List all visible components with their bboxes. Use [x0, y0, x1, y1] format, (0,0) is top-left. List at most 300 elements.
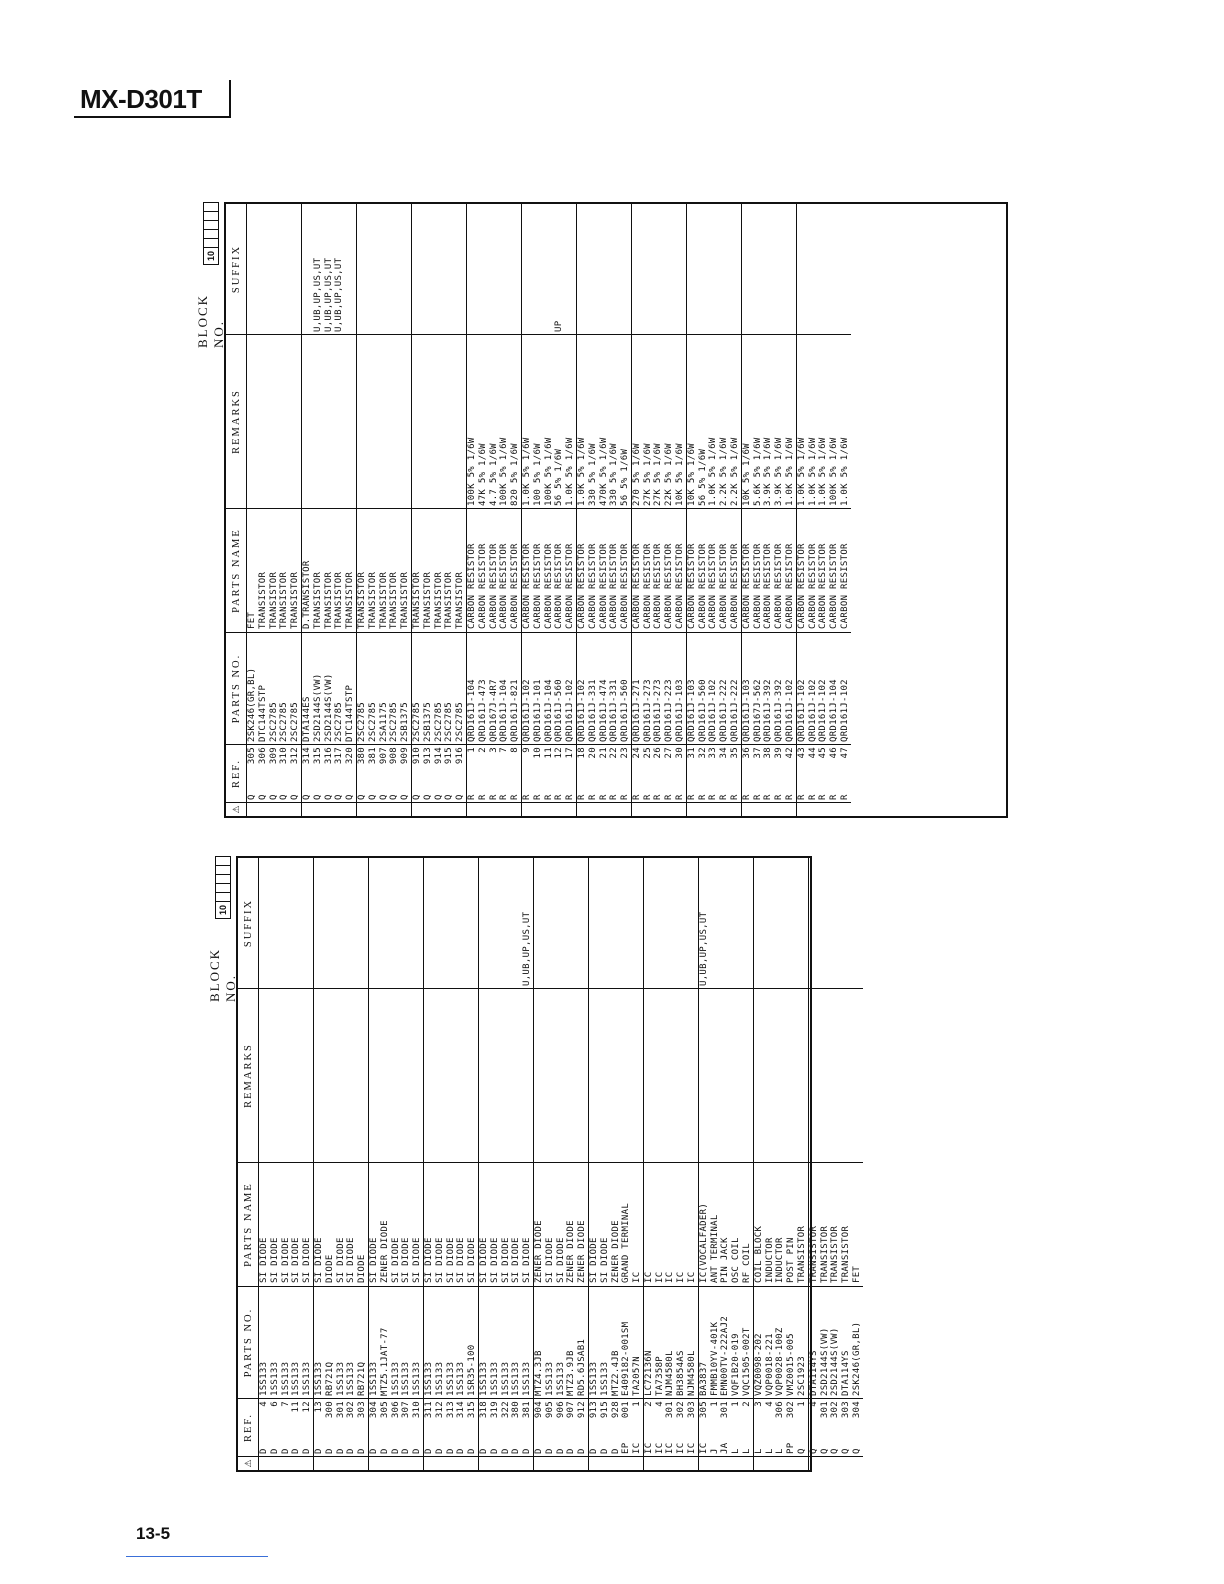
table-row [412, 204, 423, 816]
parts-name-cell: SI DIODE [346, 1162, 357, 1286]
ref-number: 47 [840, 747, 851, 759]
remarks-cell [313, 334, 324, 508]
mark-cell [357, 802, 368, 816]
mark-cell [577, 802, 588, 816]
parts-name-cell: DIODE [325, 1162, 336, 1286]
table-row [423, 204, 434, 816]
table-row [710, 858, 721, 1470]
table-row [609, 204, 620, 816]
mark-cell [589, 1456, 600, 1470]
parts-no-cell: 2SD2144S(VW) [820, 1286, 831, 1398]
suffix-cell [522, 204, 533, 334]
ref-letter: Q [400, 794, 411, 800]
suffix-cell [556, 858, 567, 988]
parts-no-cell: 2SC2785 [434, 632, 445, 744]
mark-cell [675, 802, 686, 816]
ref-cell [346, 1398, 357, 1456]
table-row [313, 204, 324, 816]
parts-no-cell: QRD161J-102 [565, 632, 576, 744]
table-row [765, 858, 776, 1470]
ref-letter: R [763, 794, 774, 800]
mark-cell [698, 802, 709, 816]
ref-number: 318 [478, 1401, 489, 1419]
ref-letter: R [521, 794, 532, 800]
suffix-cell [401, 858, 412, 988]
ref-cell [840, 744, 851, 802]
suffix-cell [357, 204, 368, 334]
parts-no-cell: 1SS133 [314, 1286, 325, 1398]
ref-number: 304 [852, 1401, 863, 1419]
suffix-cell [742, 204, 753, 334]
ref-letter: IC [654, 1442, 665, 1454]
ref-letter: L [764, 1448, 775, 1454]
parts-no-cell: NJM4580L [687, 1286, 698, 1398]
ref-letter: R [796, 794, 807, 800]
table-row [589, 858, 600, 1470]
parts-no-cell: 1SS133 [446, 1286, 457, 1398]
ref-number: 8 [510, 747, 521, 753]
ref-cell [698, 744, 709, 802]
mark-cell [478, 802, 489, 816]
ref-number: 17 [565, 747, 576, 759]
ref-letter: D [533, 1448, 544, 1454]
mark-cell [687, 802, 698, 816]
suffix-cell [302, 858, 313, 988]
parts-no-cell: 1SS133 [600, 1286, 611, 1398]
parts-name-cell: TRANSISTOR [434, 508, 445, 632]
suffix-cell [391, 858, 402, 988]
mark-cell [797, 1456, 808, 1470]
ref-letter: D [313, 1448, 324, 1454]
table-row [664, 204, 675, 816]
table-row [545, 858, 556, 1470]
ref-letter: D [379, 1448, 390, 1454]
suffix-cell [423, 204, 434, 334]
remarks-cell: 27K 5% 1/6W [653, 334, 664, 508]
parts-name-cell: CARBON RESISTOR [719, 508, 730, 632]
ref-letter: Q [841, 1448, 852, 1454]
parts-name-cell: CARBON RESISTOR [467, 508, 478, 632]
row-group [589, 858, 644, 1470]
suffix-cell [380, 858, 391, 988]
table-row [577, 858, 588, 1470]
mark-cell [269, 802, 280, 816]
parts-name-cell: TRANSISTOR [820, 1162, 831, 1286]
parts-name-cell: ZENER DIODE [380, 1162, 391, 1286]
remarks-cell [632, 988, 643, 1162]
ref-cell [566, 1398, 577, 1456]
mark-cell [334, 802, 345, 816]
remarks-cell [797, 988, 808, 1162]
suffix-cell [830, 858, 841, 988]
suffix-cell [808, 204, 819, 334]
parts-no-cell: MTZ2.4JB [611, 1286, 622, 1398]
table-row [742, 204, 753, 816]
remarks-cell [290, 334, 301, 508]
ref-number: 45 [818, 747, 829, 759]
ref-letter: Q [367, 794, 378, 800]
ref-cell [675, 744, 686, 802]
ref-number: 11 [291, 1401, 302, 1413]
remarks-cell: 1.0K 5% 1/6W [840, 334, 851, 508]
ref-letter: Q [378, 794, 389, 800]
ref-number: 915 [599, 1401, 610, 1419]
parts-no-cell: QRD161J-331 [609, 632, 620, 744]
ref-cell [621, 1398, 632, 1456]
ref-number: 912 [577, 1401, 588, 1419]
row-group [754, 858, 809, 1470]
parts-no-cell: LC72136N [644, 1286, 655, 1398]
ref-cell [556, 1398, 567, 1456]
ref-number: 314 [301, 747, 312, 765]
table-row [290, 204, 301, 816]
mark-cell [600, 1456, 611, 1470]
parts-name-cell: SI DIODE [314, 1162, 325, 1286]
header-ref: REF. [238, 1398, 258, 1456]
ref-cell [632, 744, 643, 802]
table-row [291, 858, 302, 1470]
remarks-cell [786, 988, 797, 1162]
row-group [687, 204, 742, 816]
remarks-cell: 100K 5% 1/6W [544, 334, 555, 508]
table-row [456, 858, 467, 1470]
table-row [797, 204, 808, 816]
table-row [357, 858, 368, 1470]
table-row [400, 204, 411, 816]
parts-name-cell: CARBON RESISTOR [609, 508, 620, 632]
table-row [763, 204, 774, 816]
title-underline [74, 116, 230, 118]
parts-no-cell: FMMB10YV-401K [710, 1286, 721, 1398]
ref-number: 39 [774, 747, 785, 759]
parts-name-cell: SI DIODE [589, 1162, 600, 1286]
table-row [708, 204, 719, 816]
ref-cell [533, 744, 544, 802]
ref-cell [357, 1398, 368, 1456]
ref-letter: EP [621, 1442, 632, 1454]
remarks-cell [423, 334, 434, 508]
parts-no-cell: DTC144TSTP [345, 632, 356, 744]
table-row [829, 204, 840, 816]
mark-cell [765, 1456, 776, 1470]
ref-number: 904 [533, 1401, 544, 1419]
suffix-cell [314, 858, 325, 988]
mark-cell [556, 1456, 567, 1470]
ref-letter: D [412, 1448, 423, 1454]
row-group [302, 204, 357, 816]
mark-cell [534, 1456, 545, 1470]
suffix-cell [719, 204, 730, 334]
parts-no-cell: QRD161J-102 [522, 632, 533, 744]
ref-cell [765, 1398, 776, 1456]
ref-number: 44 [807, 747, 818, 759]
suffix-cell [611, 858, 622, 988]
row-group [314, 858, 369, 1470]
ref-number: 302 [676, 1401, 687, 1419]
table-row [643, 204, 654, 816]
suffix-cell [820, 858, 831, 988]
ref-cell [522, 744, 533, 802]
remarks-cell: 1.0K 5% 1/6W [522, 334, 533, 508]
parts-no-cell: 2SC1923 [797, 1286, 808, 1398]
ref-cell [455, 744, 466, 802]
parts-name-cell: TRANSISTOR [412, 508, 423, 632]
table-row [698, 204, 709, 816]
parts-no-cell: E409182-001SM [621, 1286, 632, 1398]
parts-name-cell: TRANSISTOR [357, 508, 368, 632]
ref-cell [400, 744, 411, 802]
ref-number: 35 [730, 747, 741, 759]
ref-number: 305 [247, 747, 257, 765]
ref-cell [775, 1398, 786, 1456]
remarks-cell: 1.0K 5% 1/6W [708, 334, 719, 508]
table-row [499, 204, 510, 816]
mark-cell [545, 1456, 556, 1470]
table-row [336, 858, 347, 1470]
parts-name-cell: CARBON RESISTOR [599, 508, 610, 632]
table-row [600, 858, 611, 1470]
ref-cell [841, 1398, 852, 1456]
remarks-cell [501, 988, 512, 1162]
parts-no-cell: QRD161J-331 [588, 632, 599, 744]
ref-letter: PP [786, 1442, 797, 1454]
remarks-cell [270, 988, 281, 1162]
mark-cell [731, 1456, 742, 1470]
mark-cell [412, 1456, 423, 1470]
parts-no-cell: RD5.6JSAB1 [577, 1286, 588, 1398]
ref-letter: Q [819, 1448, 830, 1454]
ref-number: 305 [379, 1401, 390, 1419]
parts-name-cell: CARBON RESISTOR [499, 508, 510, 632]
remarks-cell [511, 988, 522, 1162]
header-parts-no: PARTS NO. [226, 632, 246, 744]
mark-cell [391, 1456, 402, 1470]
parts-name-cell: SI DIODE [401, 1162, 412, 1286]
ref-cell [565, 744, 576, 802]
mark-cell [346, 1456, 357, 1470]
table-row [808, 204, 819, 816]
parts-no-cell: RB721Q [325, 1286, 336, 1398]
table-row [435, 858, 446, 1470]
parts-no-cell: 1SS133 [259, 1286, 270, 1398]
ref-letter: R [752, 794, 763, 800]
ref-number: 6 [269, 1401, 280, 1407]
mark-cell [699, 1456, 710, 1470]
ref-number: 381 [367, 747, 378, 765]
ref-letter: Q [356, 794, 367, 800]
ref-cell [302, 1398, 313, 1456]
ref-letter: R [477, 794, 488, 800]
ref-number: 906 [555, 1401, 566, 1419]
ref-cell [334, 744, 345, 802]
parts-table-left [236, 856, 863, 1472]
row-group [644, 858, 699, 1470]
header-suffix: SUFFIX [242, 898, 254, 948]
parts-no-cell: MTZ3.9JB [566, 1286, 577, 1398]
ref-cell [665, 1398, 676, 1456]
ref-number: 33 [708, 747, 719, 759]
ref-number: 314 [456, 1401, 467, 1419]
ref-letter: Q [422, 794, 433, 800]
ref-number: 1 [709, 1401, 720, 1407]
block-number: 10 [204, 247, 218, 264]
parts-no-cell: BA3837 [699, 1286, 710, 1398]
mark-cell [676, 1456, 687, 1470]
suffix-cell [534, 858, 545, 988]
ref-number: 317 [334, 747, 345, 765]
suffix-cell [258, 204, 269, 334]
ref-number: 913 [588, 1401, 599, 1419]
mark-cell [467, 1456, 478, 1470]
mark-cell [345, 802, 356, 816]
mark-cell [818, 802, 829, 816]
remarks-cell: 1.0K 5% 1/6W [818, 334, 829, 508]
parts-no-cell: 1SS133 [435, 1286, 446, 1398]
suffix-cell [753, 204, 764, 334]
parts-no-cell: 1SS133 [479, 1286, 490, 1398]
remarks-cell: 1.0K 5% 1/6W [577, 334, 588, 508]
remarks-cell: 1.0K 5% 1/6W [785, 334, 796, 508]
ref-cell [664, 744, 675, 802]
mark-cell [444, 802, 455, 816]
ref-cell [279, 744, 290, 802]
ref-cell [754, 1398, 765, 1456]
header-parts-no: PARTS NO. [238, 1286, 258, 1398]
suffix-cell [412, 204, 423, 334]
ref-number: 306 [257, 747, 268, 765]
parts-no-cell: QRD161J-821 [510, 632, 521, 744]
parts-no-cell: NJM4580L [665, 1286, 676, 1398]
remarks-cell: 1.0K 5% 1/6W [565, 334, 576, 508]
remarks-cell [434, 334, 445, 508]
ref-number: 312 [290, 747, 301, 765]
remarks-cell [401, 988, 412, 1162]
table-row [478, 204, 489, 816]
ref-letter: Q [444, 794, 455, 800]
row-group [577, 204, 632, 816]
ref-letter: D [544, 1448, 555, 1454]
parts-no-cell: 1SS133 [401, 1286, 412, 1398]
parts-name-cell: SI DIODE [545, 1162, 556, 1286]
ref-letter: D [566, 1448, 577, 1454]
mark-cell [655, 1456, 666, 1470]
mark-cell [247, 802, 258, 816]
remarks-cell [841, 988, 852, 1162]
block-number-label [207, 856, 238, 1002]
parts-name-cell: CARBON RESISTOR [829, 508, 840, 632]
ref-number: 303 [841, 1401, 852, 1419]
parts-name-cell: COIL BLOCK [754, 1162, 765, 1286]
parts-name-cell: CARBON RESISTOR [785, 508, 796, 632]
table-row [379, 204, 390, 816]
ref-cell [797, 744, 808, 802]
suffix-cell: U,UB,UP,US,UT [312, 257, 323, 332]
parts-no-cell: QRD161J-103 [687, 632, 698, 744]
parts-name-cell: TRANSISTOR [368, 508, 379, 632]
ref-number: 311 [423, 1401, 434, 1419]
parts-no-cell: QRD161J-101 [533, 632, 544, 744]
table-row [467, 204, 478, 816]
remarks-cell [302, 334, 313, 508]
remarks-cell: 47K 5% 1/6W [478, 334, 489, 508]
mark-cell [369, 1456, 380, 1470]
table-row [754, 858, 765, 1470]
remarks-cell [334, 334, 345, 508]
safety-mark-icon: ⚠ [238, 1456, 258, 1470]
remarks-cell [577, 988, 588, 1162]
suffix-cell [269, 204, 280, 334]
ref-cell [467, 744, 478, 802]
parts-name-cell: FET [852, 1162, 863, 1286]
ref-letter: D [280, 1448, 291, 1454]
table-row [611, 858, 622, 1470]
table-row [675, 204, 686, 816]
ref-number: 26 [653, 747, 664, 759]
ref-cell [600, 1398, 611, 1456]
ref-letter: IC [643, 1442, 654, 1454]
table-row [556, 858, 567, 1470]
table-row [489, 204, 500, 816]
parts-name-cell: CARBON RESISTOR [577, 508, 588, 632]
remarks-cell [852, 988, 863, 1162]
parts-no-cell: 1SS133 [589, 1286, 600, 1398]
parts-name-cell: TRANSISTOR [444, 508, 455, 632]
mark-cell [644, 1456, 655, 1470]
ref-number: 306 [775, 1401, 786, 1419]
parts-no-cell: DTA114YS [841, 1286, 852, 1398]
parts-no-cell: QRD161J-222 [730, 632, 741, 744]
mark-cell [609, 802, 620, 816]
row-group [369, 858, 424, 1470]
ref-cell [511, 1398, 522, 1456]
ref-number: 18 [576, 747, 587, 759]
mark-cell [533, 802, 544, 816]
parts-no-cell: MTZ5.1JAT-77 [380, 1286, 391, 1398]
parts-no-cell: 1SS133 [545, 1286, 556, 1398]
ref-number: 7 [280, 1401, 291, 1407]
ref-letter: Q [808, 1448, 819, 1454]
header-ref: REF. [226, 744, 246, 802]
remarks-cell [379, 334, 390, 508]
parts-name-cell: IC [687, 1162, 698, 1286]
ref-cell [368, 744, 379, 802]
table-row [775, 858, 786, 1470]
suffix-cell [302, 204, 313, 334]
mark-cell [720, 1456, 731, 1470]
mark-cell [708, 802, 719, 816]
parts-table-left-panel [207, 856, 863, 1472]
mark-cell [599, 802, 610, 816]
parts-no-cell: QRD161J-104 [499, 632, 510, 744]
suffix-cell [478, 204, 489, 334]
suffix-cell [446, 858, 457, 988]
parts-no-cell: QRD161J-222 [719, 632, 730, 744]
suffix-cell [346, 858, 357, 988]
ref-cell [577, 1398, 588, 1456]
ref-letter: R [697, 794, 708, 800]
mark-cell [511, 1456, 522, 1470]
suffix-cell [357, 858, 368, 988]
ref-cell [259, 1398, 270, 1456]
mark-cell [775, 1456, 786, 1470]
ref-letter: R [686, 794, 697, 800]
mark-cell [259, 1456, 270, 1470]
mark-cell [270, 1456, 281, 1470]
remarks-cell [611, 988, 622, 1162]
ref-cell [753, 744, 764, 802]
suffix-cell [676, 858, 687, 988]
parts-name-cell: CARBON RESISTOR [632, 508, 643, 632]
